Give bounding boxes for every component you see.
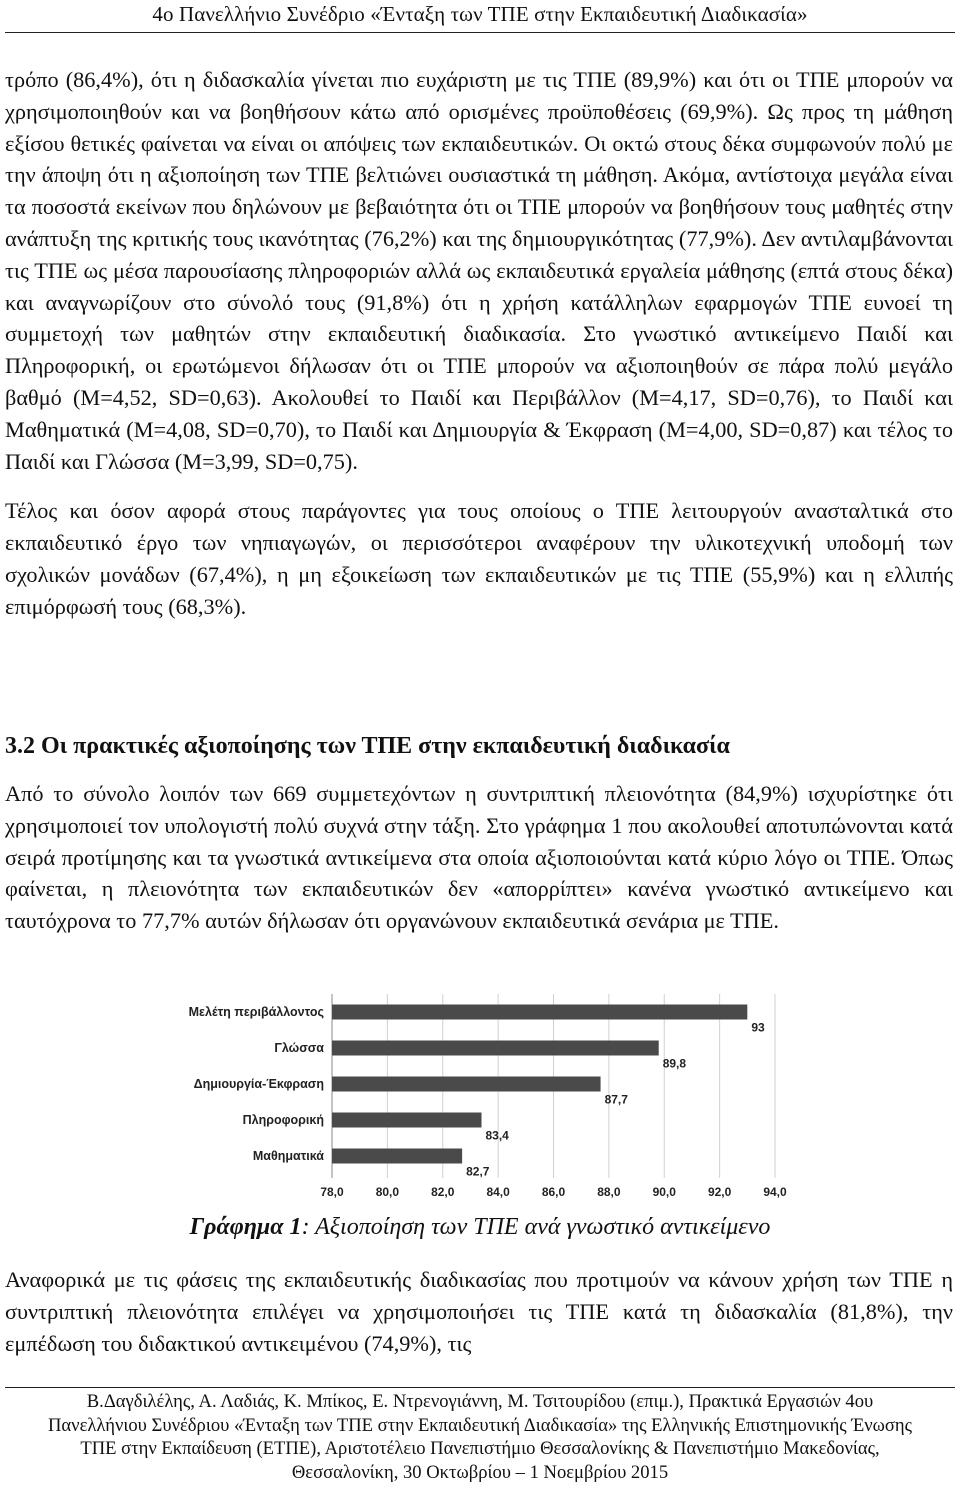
paragraph-1: τρόπο (86,4%), ότι η διδασκαλία γίνεται πιο ευχάριστη με τις ΤΠΕ (89,9%) και ότι οι ΤΠΕ μπορούν να χρησιμοποιηθούν και να βοηθήσουν κάτω από ορισμένες προϋποθέσεις (69,9%). Ως προς τη μάθηση εξίσου θετικές φαίνεται να είναι οι απόψεις των εκπαιδευτικών. Οι οκτώ στους δέκα συμφωνούν πολύ με την άποψη ότι η αξιοποίηση των ΤΠΕ βελτιώνει ουσιαστικά τη μάθηση. Ακόμα, αντίστοιχα μεγάλα είναι τα ποσοστά εκείνων που δηλώνουν με βεβαιότητα ότι οι ΤΠΕ μπορούν να βοηθήσουν τους μαθητές στην ανάπτυξη της κριτικής τους ικανότητας (76,2%) και της δημιουργικότητας (77,9%). Δεν αντιλαμβάνονται τις ΤΠΕ ως μέσα παρουσίασης πληροφοριών αλλά ως εκπαιδευτικά εργαλεία μάθησης (επτά στους δέκα) και αναγνωρίζουν στο σύνολό τους (91,8%) ότι η χρήση κατάλληλων εφαρμογών ΤΠΕ ευνοεί τη συμμετοχή των μαθητών στην εκπαιδευτική διαδικασία. Στο γνωστικό αντικείμενο Παιδί και Πληροφορική, οι ερωτώμενοι δήλωσαν ότι οι ΤΠΕ μπορούν να αξιοποιηθούν σε πάρα πολύ μεγάλο βαθμό (M=4,52, SD=0,63). Ακολουθεί το Παιδί και Περιβάλλον (M=4,17, SD=0,76), το Παιδί και Μαθηματικά (M=4,08, SD=0,70), το Παιδί και Δημιουργία & Έκφραση (M=4,00, SD=0,87) και τέλος το Παιδί και Γλώσσα (M=3,99, SD=0,75).	[5, 67, 953, 474]
paragraph-3: Από το σύνολο λοιπόν των 669 συμμετεχόντων η συντριπτική πλειονότητα (84,9%) ισχυρίστηκε ότι χρησιμοποιεί τον υπολογιστή πολύ συχνά στην τάξη. Στο γράφημα 1 που ακολουθεί αποτυπώνονται κατά σειρά προτίμησης και τα γνωστικά αντικείμενα στα οποία αξιοποιούνται κατά κύριο λόγο οι ΤΠΕ. Όπως φαίνεται, η πλειονότητα των εκπαιδευτικών δεν «απορρίπτει» κανένα γνωστικό αντικείμενο και ταυτόχρονα το 77,7% αυτών δήλωσαν ότι οργανώνουν εκπαιδευτικά σενάρια με ΤΠΕ.	[5, 781, 953, 934]
category-label: Δημιουργία-Έκφραση	[193, 1077, 324, 1091]
bar	[332, 1041, 659, 1056]
data-label: 82,7	[466, 1164, 490, 1179]
body-section-1	[5, 64, 953, 623]
bar	[332, 1005, 747, 1020]
x-tick-label: 86,0	[541, 1185, 566, 1199]
caption-label: Γράφημα 1	[189, 1214, 302, 1240]
running-header: 4ο Πανελλήνιο Συνέδριο «Ένταξη των ΤΠΕ στην Εκπαιδευτική Διαδικασία»	[152, 2, 808, 26]
chart-ticks	[189, 1005, 787, 1199]
data-label: 93	[751, 1020, 765, 1035]
x-tick-label: 90,0	[652, 1185, 676, 1199]
bar-chart	[145, 990, 815, 1205]
category-label: Μαθηματικά	[252, 1149, 324, 1163]
paragraph-2: Τέλος και όσον αφορά στους παράγοντες για τους οποίους ο ΤΠΕ λειτουργούν ανασταλτικά στο εκπαιδευτικό έργο των νηπιαγωγών, οι περισσότεροι αναφέρουν την υλικοτεχνική υποδομή των σχολικών μονάδων (67,4%), η μη εξοικείωση των εκπαιδευτικών με τις ΤΠΕ (55,9%) και η ελλιπής επιμόρφωσή τους (68,3%).	[5, 498, 953, 619]
x-tick-label: 78,0	[320, 1185, 344, 1199]
category-label: Γλώσσα	[274, 1041, 324, 1055]
x-tick-label: 82,0	[431, 1185, 455, 1199]
chart-bars	[332, 1005, 747, 1164]
category-label: Πληροφορική	[242, 1113, 324, 1127]
x-tick-label: 88,0	[597, 1185, 621, 1199]
footer-line-3: ΤΠΕ στην Εκπαίδευση (ΕΤΠΕ), Αριστοτέλειο Πανεπιστήμιο Θεσσαλονίκης & Πανεπιστήμιο Μακεδονίας,	[80, 1438, 880, 1459]
bar	[332, 1149, 462, 1164]
body-section-3	[5, 1264, 953, 1359]
category-label: Μελέτη περιβάλλοντος	[188, 1005, 324, 1019]
x-tick-label: 80,0	[375, 1185, 400, 1199]
data-label: 83,4	[485, 1128, 509, 1143]
bar	[332, 1077, 601, 1092]
data-label: 89,8	[662, 1056, 687, 1071]
x-tick-label: 92,0	[707, 1185, 732, 1199]
x-tick-label: 94,0	[763, 1185, 787, 1199]
footer-rule	[5, 1387, 955, 1388]
footer-line-1: Β.Δαγδιλέλης, Α. Λαδιάς, Κ. Μπίκος, Ε. Ντρενογιάννη, Μ. Τσιτουρίδου (επιμ.), Πρακτικά Εργασιών 4ου	[86, 1391, 874, 1412]
footer-line-2: Πανελλήνιου Συνέδριου «Ένταξη των ΤΠΕ στην Εκπαιδευτική Διαδικασία» της Ελληνικής Επιστημονικής Ένωσης	[48, 1414, 912, 1436]
body-section-2	[5, 778, 953, 937]
bar	[332, 1113, 482, 1128]
x-tick-label: 84,0	[486, 1185, 510, 1199]
caption-text: : Αξιοποίηση των ΤΠΕ ανά γνωστικό αντικείμενο	[301, 1214, 771, 1240]
page-footer	[0, 1390, 960, 1484]
paragraph-4: Αναφορικά με τις φάσεις της εκπαιδευτικής διαδικασίας που προτιμούν να κάνουν χρήση των ΤΠΕ η συντριπτική πλειονότητα επιλέγει να χρησιμοποιήσει τις ΤΠΕ κατά τη διδασκαλία (81,8%), την εμπέδωση του διδακτικού αντικειμένου (74,9%), τις	[5, 1267, 953, 1356]
footer-line-4: Θεσσαλονίκη, 30 Οκτωβρίου – 1 Νοεμβρίου 2015	[291, 1461, 669, 1483]
section-heading: 3.2 Οι πρακτικές αξιοποίησης των ΤΠΕ στην εκπαιδευτική διαδικασία	[5, 733, 730, 759]
data-label: 87,7	[604, 1092, 628, 1107]
header-rule	[5, 32, 955, 33]
figure-caption	[0, 1214, 960, 1241]
